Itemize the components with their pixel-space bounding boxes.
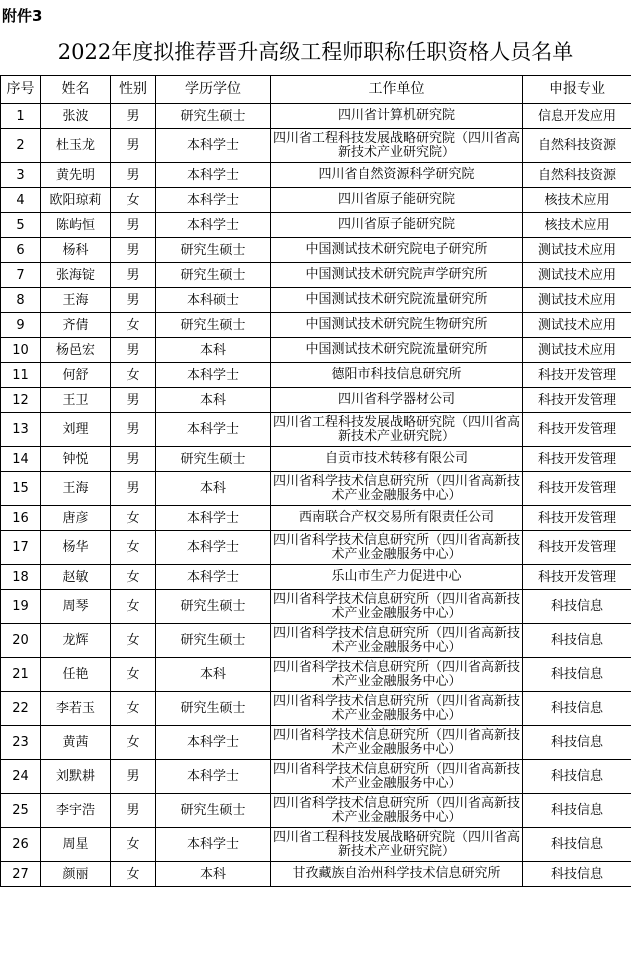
row-index: 21	[1, 658, 41, 692]
degree: 本科	[156, 658, 271, 692]
table-row	[1, 862, 631, 887]
row-index: 5	[1, 213, 41, 238]
row-index: 6	[1, 238, 41, 263]
degree: 本科学士	[156, 363, 271, 388]
specialty: 科技信息	[523, 726, 631, 760]
specialty: 测试技术应用	[523, 288, 631, 313]
row-index: 2	[1, 129, 41, 163]
gender: 女	[111, 506, 156, 531]
person-name: 齐倩	[41, 313, 111, 338]
degree: 本科硕士	[156, 288, 271, 313]
table-row	[1, 590, 631, 624]
employer: 四川省科学技术信息研究所（四川省高新技术产业金融服务中心）	[271, 794, 523, 828]
specialty: 科技信息	[523, 794, 631, 828]
employer: 中国测试技术研究院生物研究所	[271, 313, 523, 338]
person-name: 何舒	[41, 363, 111, 388]
row-index: 23	[1, 726, 41, 760]
row-index: 7	[1, 263, 41, 288]
employer: 四川省科学技术信息研究所（四川省高新技术产业金融服务中心）	[271, 472, 523, 506]
specialty: 科技开发管理	[523, 565, 631, 590]
employer: 四川省科学技术信息研究所（四川省高新技术产业金融服务中心）	[271, 531, 523, 565]
person-name: 刘理	[41, 413, 111, 447]
header-row	[1, 76, 631, 104]
employer: 四川省科学技术信息研究所（四川省高新技术产业金融服务中心）	[271, 726, 523, 760]
table-row	[1, 104, 631, 129]
gender: 男	[111, 794, 156, 828]
row-index: 27	[1, 862, 41, 887]
employer: 四川省原子能研究院	[271, 213, 523, 238]
specialty: 测试技术应用	[523, 263, 631, 288]
table-row	[1, 828, 631, 862]
table-row	[1, 238, 631, 263]
specialty: 科技开发管理	[523, 388, 631, 413]
specialty: 自然科技资源	[523, 163, 631, 188]
gender: 女	[111, 590, 156, 624]
degree: 研究生硕士	[156, 794, 271, 828]
row-index: 25	[1, 794, 41, 828]
table-row	[1, 313, 631, 338]
employer: 四川省工程科技发展战略研究院（四川省高新技术产业研究院）	[271, 828, 523, 862]
gender: 女	[111, 531, 156, 565]
row-index: 24	[1, 760, 41, 794]
employer: 四川省科学技术信息研究所（四川省高新技术产业金融服务中心）	[271, 590, 523, 624]
person-name: 刘默耕	[41, 760, 111, 794]
specialty: 科技信息	[523, 760, 631, 794]
gender: 男	[111, 238, 156, 263]
degree: 本科	[156, 862, 271, 887]
table-row	[1, 760, 631, 794]
degree: 本科学士	[156, 413, 271, 447]
employer: 西南联合产权交易所有限责任公司	[271, 506, 523, 531]
employer: 四川省计算机研究院	[271, 104, 523, 129]
degree: 本科	[156, 388, 271, 413]
col-header-gender: 性别	[111, 76, 156, 104]
person-name: 王海	[41, 472, 111, 506]
gender: 男	[111, 388, 156, 413]
gender: 男	[111, 413, 156, 447]
employer: 四川省工程科技发展战略研究院（四川省高新技术产业研究院）	[271, 413, 523, 447]
specialty: 科技开发管理	[523, 506, 631, 531]
degree: 本科学士	[156, 188, 271, 213]
person-name: 李宇浩	[41, 794, 111, 828]
employer: 中国测试技术研究院声学研究所	[271, 263, 523, 288]
table-row	[1, 213, 631, 238]
row-index: 18	[1, 565, 41, 590]
degree: 研究生硕士	[156, 104, 271, 129]
gender: 男	[111, 213, 156, 238]
employer: 四川省科学技术信息研究所（四川省高新技术产业金融服务中心）	[271, 624, 523, 658]
person-name: 杨科	[41, 238, 111, 263]
gender: 女	[111, 692, 156, 726]
degree: 本科学士	[156, 506, 271, 531]
specialty: 科技信息	[523, 624, 631, 658]
specialty: 信息开发应用	[523, 104, 631, 129]
gender: 男	[111, 163, 156, 188]
table-row	[1, 726, 631, 760]
employer: 四川省科学技术信息研究所（四川省高新技术产业金融服务中心）	[271, 760, 523, 794]
row-index: 20	[1, 624, 41, 658]
employer: 四川省科学技术信息研究所（四川省高新技术产业金融服务中心）	[271, 692, 523, 726]
degree: 研究生硕士	[156, 313, 271, 338]
col-header-specialty: 申报专业	[523, 76, 631, 104]
gender: 男	[111, 472, 156, 506]
gender: 女	[111, 726, 156, 760]
table-row	[1, 263, 631, 288]
table-row	[1, 363, 631, 388]
table-row	[1, 658, 631, 692]
gender: 男	[111, 104, 156, 129]
table-row	[1, 188, 631, 213]
degree: 研究生硕士	[156, 263, 271, 288]
person-name: 陈屿恒	[41, 213, 111, 238]
specialty: 科技信息	[523, 828, 631, 862]
employer: 自贡市技术转移有限公司	[271, 447, 523, 472]
specialty: 核技术应用	[523, 213, 631, 238]
gender: 女	[111, 828, 156, 862]
person-name: 王卫	[41, 388, 111, 413]
degree: 本科学士	[156, 726, 271, 760]
row-index: 19	[1, 590, 41, 624]
page-title: 2022年度拟推荐晋升高级工程师职称任职资格人员名单	[57, 40, 574, 64]
person-name: 黄先明	[41, 163, 111, 188]
gender: 男	[111, 338, 156, 363]
col-header-employer: 工作单位	[271, 76, 523, 104]
row-index: 9	[1, 313, 41, 338]
personnel-table	[0, 75, 631, 887]
degree: 本科学士	[156, 213, 271, 238]
person-name: 李若玉	[41, 692, 111, 726]
employer: 中国测试技术研究院流量研究所	[271, 288, 523, 313]
person-name: 唐彦	[41, 506, 111, 531]
gender: 男	[111, 129, 156, 163]
employer: 四川省科学技术信息研究所（四川省高新技术产业金融服务中心）	[271, 658, 523, 692]
employer: 中国测试技术研究院电子研究所	[271, 238, 523, 263]
row-index: 1	[1, 104, 41, 129]
specialty: 测试技术应用	[523, 238, 631, 263]
col-header-index: 序号	[1, 76, 41, 104]
gender: 女	[111, 862, 156, 887]
specialty: 科技开发管理	[523, 447, 631, 472]
table-row	[1, 531, 631, 565]
degree: 研究生硕士	[156, 238, 271, 263]
person-name: 张波	[41, 104, 111, 129]
row-index: 3	[1, 163, 41, 188]
attachment-label: 附件3	[2, 7, 43, 25]
gender: 男	[111, 447, 156, 472]
specialty: 科技开发管理	[523, 472, 631, 506]
row-index: 15	[1, 472, 41, 506]
table-row	[1, 129, 631, 163]
degree: 本科	[156, 338, 271, 363]
person-name: 钟悦	[41, 447, 111, 472]
table-row	[1, 506, 631, 531]
degree: 本科学士	[156, 531, 271, 565]
person-name: 王海	[41, 288, 111, 313]
degree: 研究生硕士	[156, 692, 271, 726]
gender: 男	[111, 288, 156, 313]
employer: 四川省自然资源科学研究院	[271, 163, 523, 188]
employer: 德阳市科技信息研究所	[271, 363, 523, 388]
person-name: 赵敏	[41, 565, 111, 590]
row-index: 13	[1, 413, 41, 447]
gender: 男	[111, 760, 156, 794]
row-index: 14	[1, 447, 41, 472]
table-row	[1, 447, 631, 472]
degree: 研究生硕士	[156, 624, 271, 658]
table-row	[1, 472, 631, 506]
table-row	[1, 288, 631, 313]
row-index: 8	[1, 288, 41, 313]
table-row	[1, 565, 631, 590]
specialty: 测试技术应用	[523, 338, 631, 363]
person-name: 颜丽	[41, 862, 111, 887]
col-header-degree: 学历学位	[156, 76, 271, 104]
row-index: 4	[1, 188, 41, 213]
specialty: 测试技术应用	[523, 313, 631, 338]
person-name: 杨邑宏	[41, 338, 111, 363]
gender: 女	[111, 313, 156, 338]
row-index: 10	[1, 338, 41, 363]
person-name: 周星	[41, 828, 111, 862]
gender: 女	[111, 658, 156, 692]
specialty: 科技信息	[523, 862, 631, 887]
table-row	[1, 624, 631, 658]
row-index: 12	[1, 388, 41, 413]
table-body	[1, 104, 631, 887]
table-row	[1, 338, 631, 363]
specialty: 科技信息	[523, 590, 631, 624]
row-index: 11	[1, 363, 41, 388]
row-index: 22	[1, 692, 41, 726]
row-index: 17	[1, 531, 41, 565]
degree: 本科学士	[156, 828, 271, 862]
employer: 四川省科学器材公司	[271, 388, 523, 413]
person-name: 张海锭	[41, 263, 111, 288]
person-name: 欧阳琼莉	[41, 188, 111, 213]
specialty: 自然科技资源	[523, 129, 631, 163]
gender: 女	[111, 363, 156, 388]
table-row	[1, 692, 631, 726]
table-row	[1, 794, 631, 828]
row-index: 16	[1, 506, 41, 531]
table-row	[1, 388, 631, 413]
table-row	[1, 413, 631, 447]
table-row	[1, 163, 631, 188]
gender: 男	[111, 263, 156, 288]
specialty: 科技信息	[523, 658, 631, 692]
degree: 本科学士	[156, 129, 271, 163]
row-index: 26	[1, 828, 41, 862]
degree: 研究生硕士	[156, 590, 271, 624]
specialty: 科技开发管理	[523, 413, 631, 447]
person-name: 任艳	[41, 658, 111, 692]
employer: 四川省工程科技发展战略研究院（四川省高新技术产业研究院）	[271, 129, 523, 163]
specialty: 科技开发管理	[523, 531, 631, 565]
person-name: 杨华	[41, 531, 111, 565]
degree: 本科学士	[156, 565, 271, 590]
person-name: 周琴	[41, 590, 111, 624]
gender: 女	[111, 188, 156, 213]
employer: 中国测试技术研究院流量研究所	[271, 338, 523, 363]
person-name: 黄茜	[41, 726, 111, 760]
gender: 女	[111, 565, 156, 590]
degree: 本科学士	[156, 760, 271, 794]
employer: 乐山市生产力促进中心	[271, 565, 523, 590]
employer: 甘孜藏族自治州科学技术信息研究所	[271, 862, 523, 887]
specialty: 科技开发管理	[523, 363, 631, 388]
degree: 本科学士	[156, 163, 271, 188]
employer: 四川省原子能研究院	[271, 188, 523, 213]
gender: 女	[111, 624, 156, 658]
col-header-name: 姓名	[41, 76, 111, 104]
person-name: 杜玉龙	[41, 129, 111, 163]
person-name: 龙辉	[41, 624, 111, 658]
specialty: 核技术应用	[523, 188, 631, 213]
degree: 研究生硕士	[156, 447, 271, 472]
specialty: 科技信息	[523, 692, 631, 726]
degree: 本科	[156, 472, 271, 506]
